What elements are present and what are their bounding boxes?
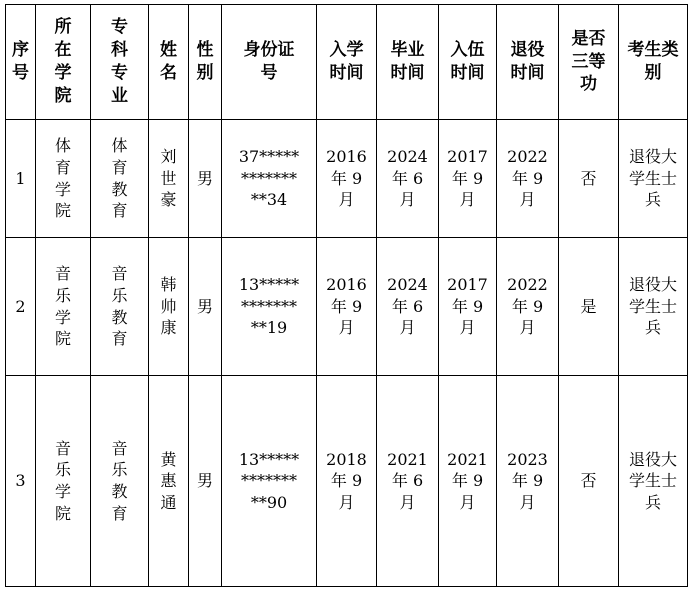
cell-third-class-merit-text: 是	[580, 296, 597, 316]
header-label-enlistment-date: 入伍 时间	[450, 40, 485, 83]
cell-graduation-date-text: 2021 年 6 月	[387, 449, 428, 512]
header-cell-name	[149, 5, 189, 120]
cell-gender-text: 男	[196, 471, 213, 491]
cell-enlistment-date-text: 2021 年 9 月	[447, 449, 488, 512]
cell-graduation-date	[377, 120, 439, 238]
cell-id-number	[222, 238, 317, 376]
cell-name	[149, 120, 189, 238]
cell-gender	[189, 376, 222, 587]
cell-major	[91, 238, 149, 376]
cell-graduation-date	[377, 238, 439, 376]
cell-major-text: 体 育 教 育	[111, 136, 128, 221]
header-cell-college	[36, 5, 91, 120]
cell-enrollment-date	[317, 376, 377, 587]
header-cell-candidate-type	[619, 5, 688, 120]
cell-index-text: 3	[15, 471, 26, 491]
cell-name	[149, 376, 189, 587]
cell-college-text: 音 乐 学 院	[54, 438, 71, 523]
header-cell-discharge-date	[497, 5, 559, 120]
header-cell-major	[91, 5, 149, 120]
cell-enrollment-date	[317, 238, 377, 376]
cell-college	[36, 120, 91, 238]
cell-gender	[189, 238, 222, 376]
table-row	[6, 376, 688, 587]
cell-discharge-date-text: 2022 年 9 月	[507, 275, 548, 338]
cell-candidate-type	[619, 238, 688, 376]
header-label-graduation-date: 毕业 时间	[390, 40, 425, 83]
cell-name-text: 黄 惠 通	[160, 449, 177, 512]
cell-college-text: 音 乐 学 院	[54, 264, 71, 349]
cell-enlistment-date-text: 2017 年 9 月	[447, 275, 488, 338]
cell-enrollment-date-text: 2016 年 9 月	[326, 275, 367, 338]
header-row	[6, 5, 688, 120]
cell-third-class-merit	[559, 376, 619, 587]
cell-discharge-date	[497, 120, 559, 238]
header-label-major: 专 科 专 业	[111, 17, 128, 106]
table-row	[6, 238, 688, 376]
cell-discharge-date	[497, 376, 559, 587]
cell-major-text: 音 乐 教 育	[111, 264, 128, 349]
cell-enlistment-date-text: 2017 年 9 月	[447, 147, 488, 210]
header-cell-index	[6, 5, 36, 120]
cell-major	[91, 376, 149, 587]
header-label-discharge-date: 退役 时间	[510, 40, 545, 83]
cell-third-class-merit	[559, 238, 619, 376]
cell-name	[149, 238, 189, 376]
header-label-candidate-type: 考生类 别	[627, 40, 679, 83]
header-label-college: 所 在 学 院	[54, 17, 72, 106]
cell-id-number	[222, 376, 317, 587]
cell-candidate-type	[619, 376, 688, 587]
cell-index	[6, 238, 36, 376]
header-label-index: 序 号	[12, 40, 29, 83]
header-label-enrollment-date: 入学 时间	[329, 40, 364, 83]
cell-id-number	[222, 120, 317, 238]
cell-enrollment-date-text: 2018 年 9 月	[326, 449, 367, 512]
cell-index	[6, 376, 36, 587]
cell-third-class-merit	[559, 120, 619, 238]
header-cell-gender	[189, 5, 222, 120]
header-cell-graduation-date	[377, 5, 439, 120]
header-cell-third-class-merit	[559, 5, 619, 120]
header-label-name: 姓 名	[160, 40, 177, 83]
header-label-third-class-merit: 是否 三等 功	[571, 28, 606, 95]
cell-graduation-date-text: 2024 年 6 月	[387, 147, 428, 210]
cell-id-number-text: 37***** ******* **34	[238, 147, 300, 210]
student-roster-table	[5, 4, 688, 587]
cell-gender-text: 男	[196, 168, 213, 188]
header-cell-enlistment-date	[439, 5, 497, 120]
cell-candidate-type-text: 退役大 学生士 兵	[628, 449, 677, 512]
cell-graduation-date-text: 2024 年 6 月	[387, 275, 428, 338]
cell-id-number-text: 13***** ******* **90	[238, 449, 300, 512]
cell-name-text: 刘 世 豪	[160, 147, 177, 210]
cell-college	[36, 376, 91, 587]
cell-index	[6, 120, 36, 238]
cell-discharge-date	[497, 238, 559, 376]
cell-college-text: 体 育 学 院	[54, 136, 71, 221]
cell-college	[36, 238, 91, 376]
header-cell-id-number	[222, 5, 317, 120]
cell-gender	[189, 120, 222, 238]
header-label-gender: 性 别	[196, 40, 214, 83]
cell-third-class-merit-text: 否	[580, 168, 597, 188]
cell-enlistment-date	[439, 376, 497, 587]
cell-gender-text: 男	[196, 296, 213, 316]
cell-third-class-merit-text: 否	[580, 471, 597, 491]
cell-enlistment-date	[439, 120, 497, 238]
header-cell-enrollment-date	[317, 5, 377, 120]
cell-index-text: 1	[15, 168, 26, 188]
cell-id-number-text: 13***** ******* **19	[238, 275, 300, 338]
cell-enrollment-date	[317, 120, 377, 238]
cell-enrollment-date-text: 2016 年 9 月	[326, 147, 367, 210]
cell-enlistment-date	[439, 238, 497, 376]
cell-candidate-type	[619, 120, 688, 238]
cell-major	[91, 120, 149, 238]
cell-candidate-type-text: 退役大 学生士 兵	[628, 147, 677, 210]
cell-index-text: 2	[15, 296, 26, 316]
cell-graduation-date	[377, 376, 439, 587]
cell-candidate-type-text: 退役大 学生士 兵	[628, 275, 677, 338]
header-label-id-number: 身份证 号	[243, 40, 295, 83]
cell-discharge-date-text: 2023 年 9 月	[507, 449, 548, 512]
cell-name-text: 韩 帅 康	[160, 275, 177, 338]
cell-discharge-date-text: 2022 年 9 月	[507, 147, 548, 210]
cell-major-text: 音 乐 教 育	[111, 438, 128, 523]
table-row	[6, 120, 688, 238]
